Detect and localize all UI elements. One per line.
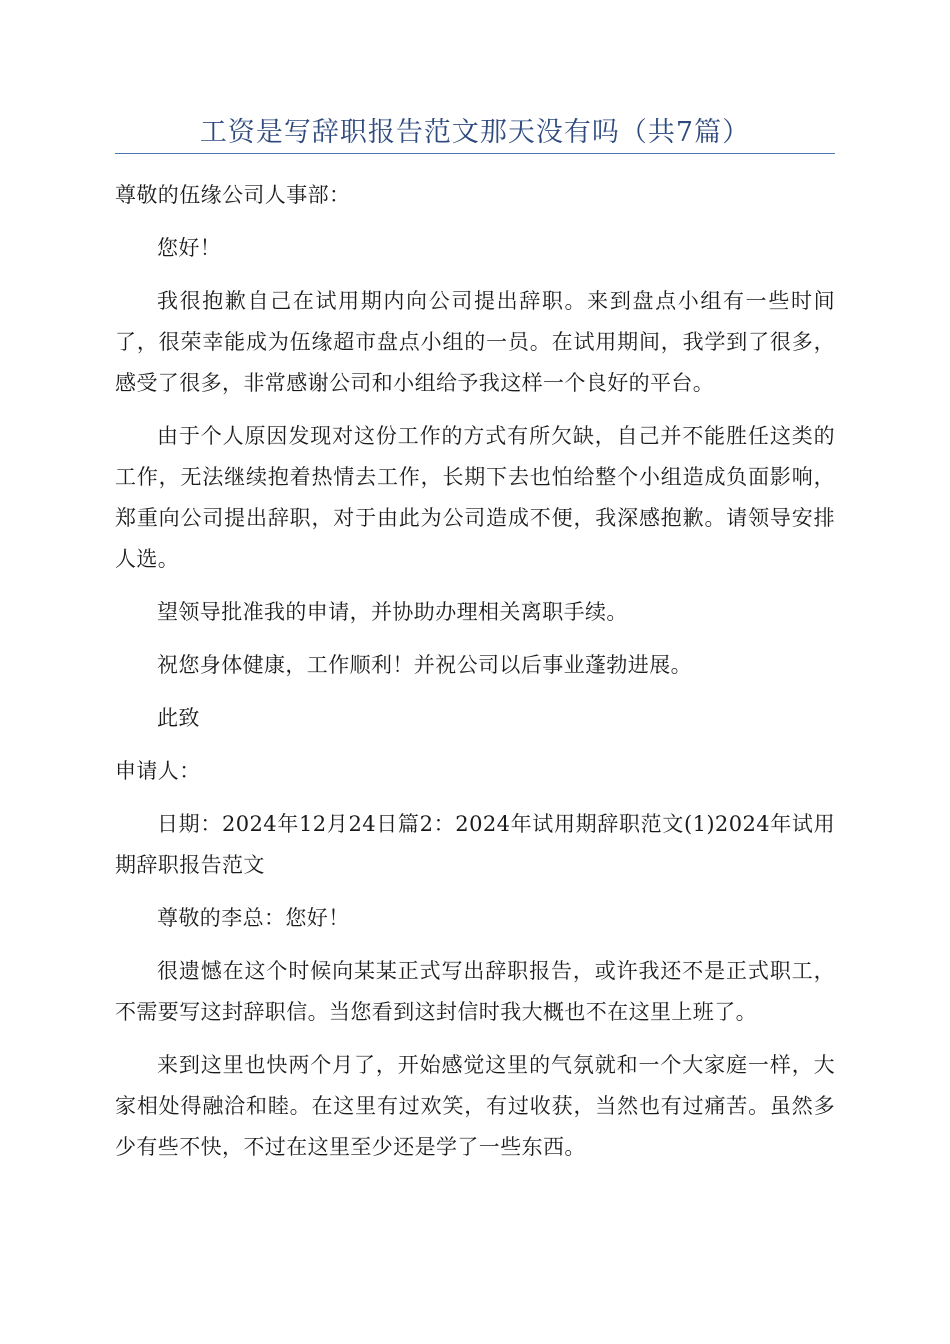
closing: 此致 — [157, 706, 200, 730]
body-paragraph: 我很抱歉自己在试用期内向公司提出辞职。来到盘点小组有一些时间了，很荣幸能成为伍缘超市盘点小组的一员。在试用期间，我学到了很多，感受了很多，非常感谢公司和小组给予我这样一个良好的平台。 — [115, 289, 835, 395]
body-paragraph: 由于个人原因发现对这份工作的方式有所欠缺，自己并不能胜任这类的工作，无法继续抱着热情去工作，长期下去也怕给整个小组造成负面影响，郑重向公司提出辞职，对于由此为公司造成不便，我深感抱歉。请领导安排人选。 — [115, 424, 835, 571]
applicant-line: 申请人： — [115, 759, 201, 783]
salutation: 尊敬的伍缘公司人事部： — [115, 183, 351, 207]
body-paragraph: 望领导批准我的申请，并协助办理相关离职手续。 — [157, 600, 628, 624]
document-body — [115, 175, 835, 1180]
body-paragraph: 很遗憾在这个时候向某某正式写出辞职报告，或许我还不是正式职工，不需要写这封辞职信。当您看到这封信时我大概也不在这里上班了。 — [115, 959, 835, 1024]
greeting: 您好！ — [157, 236, 222, 260]
title-underline — [115, 153, 835, 154]
date-line: 日期：2024年12月24日篇2：2024年试用期辞职范文(1)2024年试用期辞职报告范文 — [115, 812, 835, 877]
body-paragraph: 祝您身体健康，工作顺利！并祝公司以后事业蓬勃进展。 — [157, 653, 692, 677]
body-paragraph: 来到这里也快两个月了，开始感觉这里的气氛就和一个大家庭一样，大家相处得融洽和睦。在这里有过欢笑，有过收获，当然也有过痛苦。虽然多少有些不快，不过在这里至少还是学了一些东西。 — [115, 1053, 835, 1159]
salutation-2: 尊敬的李总：您好！ — [157, 906, 350, 930]
document-title: 工资是写辞职报告范文那天没有吗（共7篇） — [199, 117, 751, 148]
